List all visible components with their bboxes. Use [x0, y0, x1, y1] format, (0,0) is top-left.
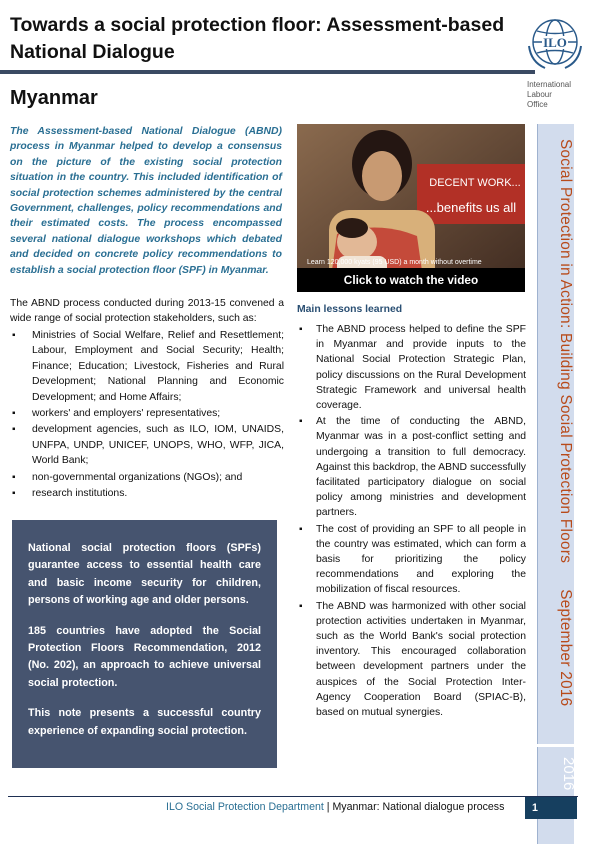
- box-paragraph: This note presents a successful country experience of expanding social protection.: [28, 707, 261, 737]
- video-thumbnail[interactable]: [297, 124, 525, 292]
- lessons-heading: Main lessons learned: [297, 304, 403, 315]
- list-item: ▪ workers' and employers' representatives;: [10, 406, 284, 421]
- footer-department: ILO Social Protection Department: [166, 801, 324, 813]
- sign-text: ...benefits us all: [425, 200, 517, 215]
- spf-info-box: [12, 520, 277, 768]
- box-paragraph: National social protection floors (SPFs) guarantee access to essential health care and basic income security for children, persons of working age and older persons.: [28, 542, 261, 607]
- watch-video-link[interactable]: Click to watch the video: [297, 268, 525, 292]
- document-title: Towards a social protection floor: Assessment-based National Dialogue: [10, 14, 505, 63]
- lessons-list: [298, 322, 526, 721]
- stakeholders-list: [10, 328, 284, 502]
- sign-text: DECENT WORK...: [429, 177, 521, 189]
- footer-document: Myanmar: National dialogue process: [332, 801, 505, 813]
- list-item: ▪ Ministries of Social Welfare, Relief and Resettlement; Labour, Employment and Social Security; Health; Finance; Education; Livestock, Fisheries and Rural Development; National Planning and Economic Development; and Home Affairs;: [10, 328, 284, 405]
- org-name: International Labour Office: [527, 80, 572, 109]
- list-item: ▪ non-governmental organizations (NGOs); and: [10, 470, 284, 485]
- series-sidebar: [537, 124, 574, 744]
- video-scene: [297, 124, 525, 292]
- box-paragraph: 185 countries have adopted the Social Protection Floors Recommendation, 2012 (No. 202), an approach to achieve universal social protection.: [28, 624, 261, 689]
- title-divider: [0, 70, 535, 74]
- list-item: ▪ The ABND process helped to define the SPF in Myanmar and provide inputs to the National Social Protection Strategic Plan, policy discussions on the Rural Development Strategic Framework and universal health coverage.: [298, 322, 526, 413]
- list-item: ▪ research institutions.: [10, 486, 284, 501]
- video-subtitle: Learn 120,000 kyats (95 USD) a month without overtime: [307, 259, 482, 266]
- footer-divider: [8, 796, 578, 797]
- page-number: 1: [525, 797, 577, 819]
- series-title: Social Protection in Action: Building Social Protection FloorsSeptember 2016: [557, 139, 574, 707]
- next-page-tab: 2016: [537, 747, 574, 844]
- list-item: ▪ development agencies, such as ILO, IOM, UNAIDS, UNFPA, UNDP, UNICEF, UNOPS, WHO, WFP, JICA, World Bank;: [10, 422, 284, 468]
- stakeholders-lead: The ABND process conducted during 2013-15 convened a wide range of social protection stakeholders, such as:: [10, 298, 284, 325]
- country-heading: Myanmar: [10, 87, 98, 109]
- logo-lettering: ILO: [543, 35, 567, 50]
- list-item: ▪ The ABND was harmonized with other social protection activities undertaken in Myanmar, such as the World Bank's social protection inventory. This encouraged collaboration between development partners under the auspices of the Social Protection Inter-Agency Cooperation Board (SPIAC-B), based on mutual synergies.: [298, 599, 526, 721]
- list-item: ▪ At the time of conducting the ABND, Myanmar was in a post-conflict setting and undergoing a transition to full democracy. Against this backdrop, the ABND successfully facilitated participatory dialogue on social policy among ministries and development partners.: [298, 414, 526, 520]
- ilo-logo-icon: [525, 12, 585, 76]
- publication-date: September 2016: [557, 589, 574, 707]
- footer-text: ILO Social Protection Department | Myanmar: National dialogue process: [166, 801, 505, 813]
- intro-paragraph: The Assessment-based National Dialogue (ABND) process in Myanmar helped to develop a consensus on the picture of the existing social protection situation in the country. This included identification of social protection schemes administered by the central Government, challenges, policy recommendations and their estimated costs. The process encompassed several national dialogue workshops which debated and decided on concrete policy recommendations to establish a social protection floor (SPF) in Myanmar.: [10, 126, 282, 276]
- list-item: ▪ The cost of providing an SPF to all people in the country was estimated, which can form a basis for prioritizing the policy recommendations and exploring the mobilization of fiscal resources.: [298, 522, 526, 598]
